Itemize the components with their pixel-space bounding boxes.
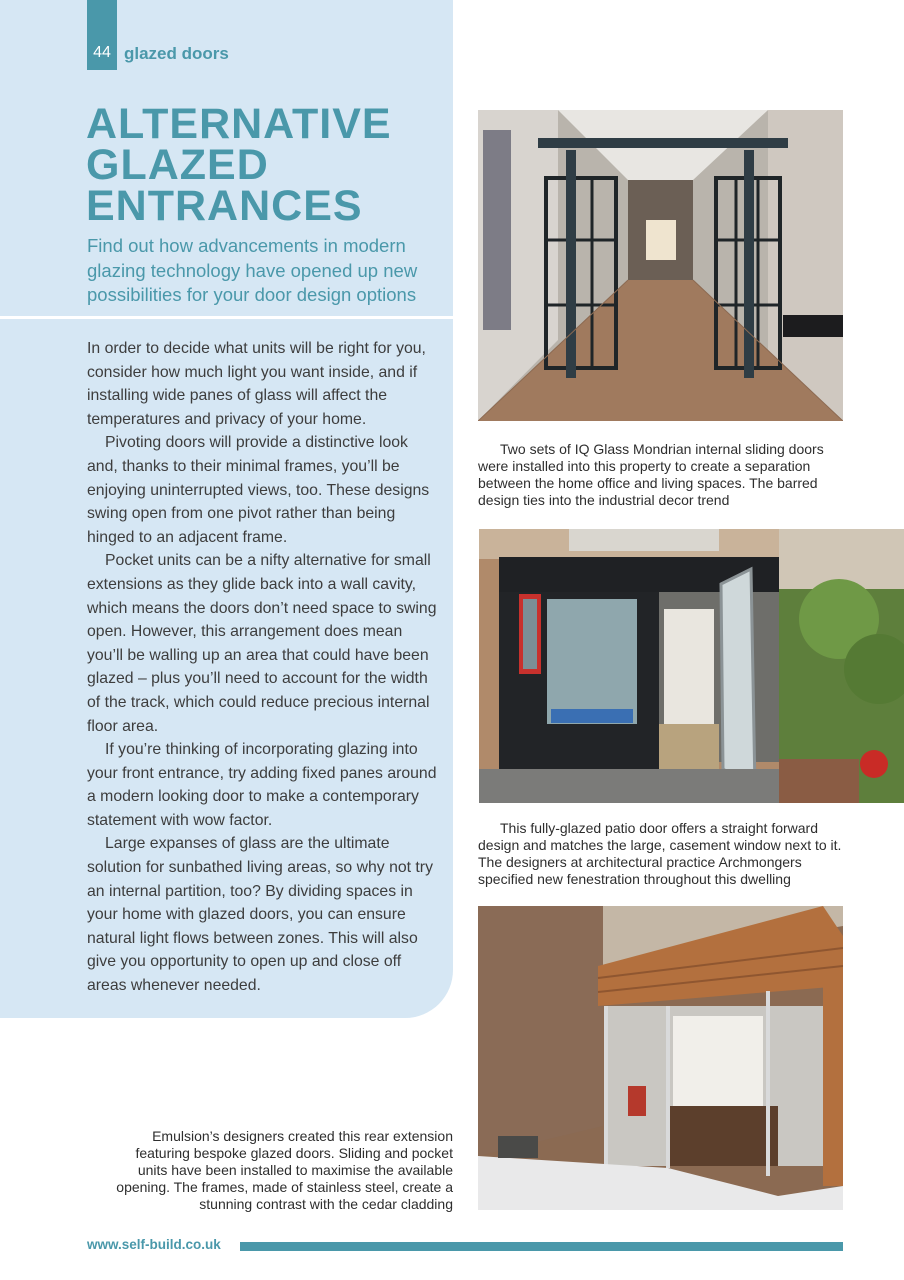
- photo-caption: Two sets of IQ Glass Mondrian internal sliding doors were installed into this property to create a separation between the home office and living spaces. The barred design ties into the industrial decor trend: [478, 441, 824, 508]
- panel-divider: [0, 316, 453, 319]
- footer-url: www.self-build.co.uk: [87, 1237, 221, 1252]
- photo-internal-sliding-doors: [478, 110, 843, 421]
- photo-caption: Emulsion’s designers created this rear extension featuring bespoke glazed doors. Sliding and pocket units have been installed to maximise the available opening. The frames, made of stainless steel, create a stunning contrast with the cedar cladding: [116, 1128, 453, 1212]
- body-paragraph: Pocket units can be a nifty alternative for small extensions as they glide back into a wall cavity, which means the doors don’t need space to swing open. However, this arrangement does mean you’ll be walling up an area that could have been glazed – plus you’ll need to account for the width of the track, which could reduce precious internal floor area.: [87, 552, 437, 735]
- headline-line: ALTERNATIVE: [86, 100, 392, 148]
- headline-line: GLAZED: [86, 141, 269, 189]
- headline-line: ENTRANCES: [86, 182, 363, 230]
- body-paragraph: Large expanses of glass are the ultimate solution for sunbathed living areas, so why not try an internal partition, too? By dividing spaces in your home with glazed doors, you can ensure natural light flows between zones. This will also give you opportunity to open up and close off areas whenever needed.: [87, 835, 433, 995]
- page-number: 44: [93, 44, 111, 61]
- headline: [86, 100, 392, 230]
- standfirst: Find out how advancements in modern glazing technology have opened up new possibilities for your door design options: [87, 235, 418, 305]
- photo-patio-door: [479, 529, 904, 803]
- body-paragraph: Pivoting doors will provide a distinctive look and, thanks to their minimal frames, you’ll be enjoying uninterrupted views, too. These designs swing open from one pivot rather than being hinged to an adjacent frame.: [87, 434, 430, 546]
- section-name: glazed doors: [124, 44, 229, 63]
- body-paragraph: If you’re thinking of incorporating glazing into your front entrance, try adding fixed panes around a modern looking door to make a contemporary statement with wow factor.: [87, 741, 437, 829]
- body-paragraph: In order to decide what units will be right for you, consider how much light you want inside, and if installing wide panes of glass will affect the temperatures and privacy of your home.: [87, 340, 426, 428]
- article-body: [87, 337, 439, 998]
- photo-cedar-extension: [478, 906, 843, 1210]
- footer-bar: [240, 1242, 843, 1251]
- photo-caption: This fully-glazed patio door offers a straight forward design and matches the large, casement window next to it. The designers at architectural practice Archmongers specified new fenestration throughout this dwelling: [478, 820, 842, 887]
